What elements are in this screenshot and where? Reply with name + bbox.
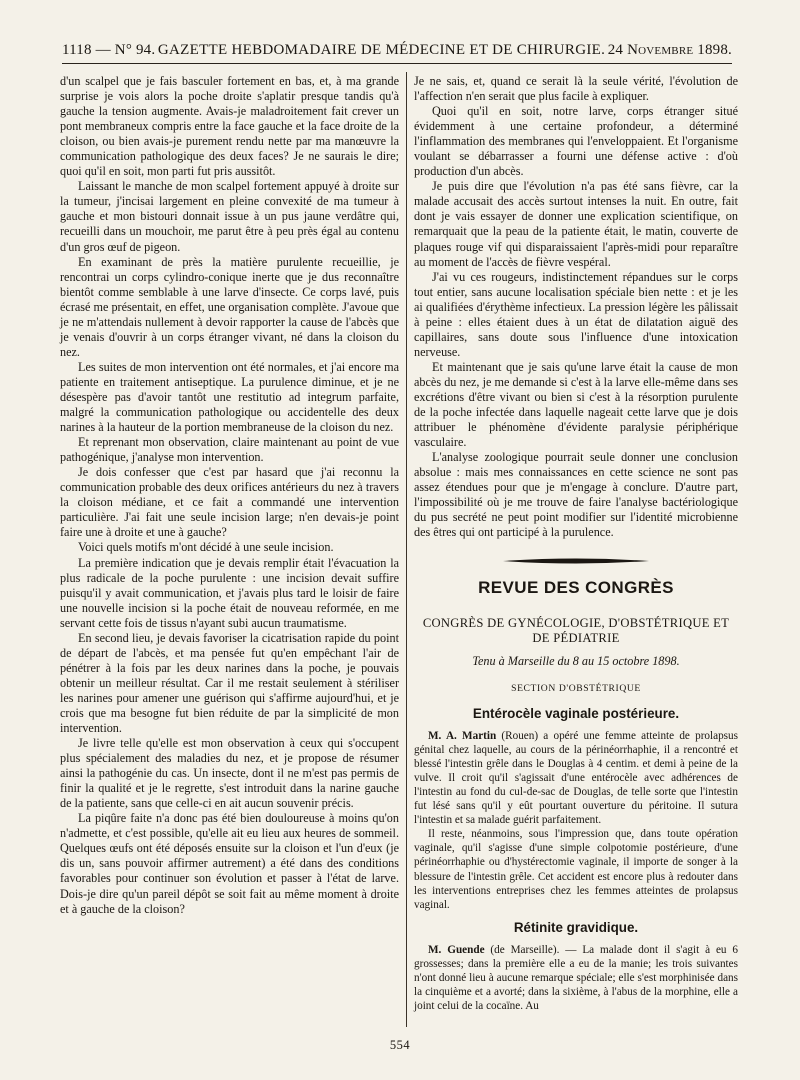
paragraph: La piqûre faite n'a donc pas été bien douloureuse à moins qu'on n'admette, et c'est possible, qu'elle ait eu lieu aux heures de sommeil. Quelques œufs ont été déposés ensuite sur la cloison et l'un d'eux (je dis un, sans pouvoir affirmer autrement) a été dans des conditions favorables pour continuer son évolution et passer à l'état de larve. Dois-je dire qu'un pareil dépôt se soit fait au même moment à droite et à gauche de la cloison? xyxy=(60,811,399,916)
paragraph: Et reprenant mon observation, claire maintenant au point de vue pathogénique, j'analyse mon intervention. xyxy=(60,435,399,465)
section-name: SECTION D'OBSTÉTRIQUE xyxy=(511,682,641,694)
author-name: M. A. Martin xyxy=(428,729,497,742)
article-paragraph xyxy=(414,943,738,1013)
author-name: M. Guende xyxy=(428,943,485,956)
article-body xyxy=(414,943,738,1013)
paragraph: L'analyse zoologique pourrait seule donner une conclusion absolue : mais mes connaissances en cette science ne sont pas assez étendues pour que je m'engage à conclure. D'autre part, l'impossibilité où je me trouve de faire l'analyse bactériologique du pus secrété ne peut point modifier sur l'identité microbienne des êtres qui ont participé à la purulence. xyxy=(414,450,738,540)
paragraph: Les suites de mon intervention ont été normales, et j'ai encore ma patiente en traitement antiseptique. La purulence diminue, et je ne désespère pas d'avoir tantôt une restitutio ad integrum parfaite, malgré la communication pathologique ou accidentelle des deux narines à la hauteur de la portion membraneuse de la cloison du nez. xyxy=(60,359,399,435)
congress-held: Tenu à Marseille du 8 au 15 octobre 1898. xyxy=(472,653,680,668)
date-month: Novembre xyxy=(627,42,694,58)
date-year: 1898. xyxy=(697,42,732,58)
paragraph: Je livre telle qu'elle est mon observation à ceux qui s'occupent plus spécialement des maladies du nez, et je propose de résumer ainsi la pathogénie du cas. Un insecte, dont il ne m'est pas permis de finir la qualité et je le regrette, s'est introduit dans la narine gauche de la patiente, sans que celle-ci en ait aucun souvenir précis. xyxy=(60,736,399,811)
paragraph: Quoi qu'il en soit, notre larve, corps étranger situé évidemment à une certaine profondeur, a déterminé l'inflammation des membranes qui l'enveloppaient. Et l'organisme voulant se débarrasser a fourni une défense active : d'où production d'un abcès. xyxy=(414,104,738,179)
ornament-rule-icon xyxy=(501,556,651,566)
issue-date xyxy=(608,42,732,59)
paragraph: d'un scalpel que je fais basculer fortement en bas, et, à ma grande surprise je vois alors la poche droite s'aplatir presque tandis qu'à gauche la tension augmente. Avais-je maladroitement fait crever un pont membraneux compris entre la face gauche et la face droite de la cloison, ou bien avais-je purement rendu nette par ma manœuvre la communication pathologique des deux faces? Je ne saurais le dire; quoi qu'il en soit, mon parti fut pris aussitôt. xyxy=(60,74,399,179)
page-number: 554 xyxy=(389,1038,411,1052)
paragraph: J'ai vu ces rougeurs, indistinctement répandues sur le corps tout entier, sans aucune localisation spéciale bien nette : et je les ai qualifiées d'érythème infectieux. La pression légère les pâlissait à peine : elles étaient dues à un état de dilatation aiguë des capillaires, sans doute sous l'influence d'une intoxication nerveuse. xyxy=(414,269,738,359)
paragraph: La première indication que je devais remplir était l'évacuation la plus radicale de la poche purulente : une incision devait suffire puisqu'il y avait communication, et j'avais plus tard le loisir de faire une nouvelle incision si la poche était de nouveau reformée, en me servant cette fois de tissus n'ayant subi aucun traumatisme. xyxy=(60,555,399,630)
paragraph: Je puis dire que l'évolution n'a pas été sans fièvre, car la malade accusait des accès surtout intenses la nuit. En outre, fait dont je vais essayer de donner une explication scientifique, on remarquait que la peau de la patiente était, le matin, couverte de plaques rouge vif qui disparaissaient l'après-midi pour reparaître au moment de l'accès de fièvre vespéral. xyxy=(414,179,738,269)
paragraph: Je ne sais, et, quand ce serait là la seule vérité, l'évolution de l'affection n'en serait que plus facile à expliquer. xyxy=(414,74,738,104)
paragraph: Et maintenant que je sais qu'une larve était la cause de mon abcès du nez, je me demande si c'est à la larve elle-même dans ses excrétions d'être vivant ou bien si c'est à la résorption purulente de la poche infectée dans laquelle nageait cette larve que je dois attribuer le phénomène d'évidente paralysie périphérique vasculaire. xyxy=(414,359,738,450)
article-text: (de Marseille). — La malade dont il s'agit à eu 6 grossesses; dans la première elle a eu de la manie; les trois suivantes n'ont donné lieu à aucune remarque spéciale; elle s'est morphinisée dans la cinquième et a avorté; dans la sixième, à l'abus de la morphine, elle a joint celui de la cocaïne. Au xyxy=(414,943,738,1013)
section-title: REVUE DES CONGRÈS xyxy=(478,578,674,598)
right-column xyxy=(414,74,738,1013)
column-divider xyxy=(406,72,407,1027)
paragraph: Voici quels motifs m'ont décidé à une seule incision. xyxy=(78,540,334,555)
paragraph: Je dois confesser que c'est par hasard que j'ai reconnu la communication probable des deux orifices antérieurs du nez à travers la cloison médiane, et ce fait a commandé une intervention particulière. J'ai fait une seule incision large; n'en devais-je point faire une à droite et une à gauche? xyxy=(60,465,399,540)
left-column xyxy=(60,74,399,917)
running-header xyxy=(62,30,732,64)
journal-title: GAZETTE HEBDOMADAIRE DE MÉDECINE ET DE CHIRURGIE. xyxy=(157,42,606,58)
article-title: Entérocèle vaginale postérieure. xyxy=(472,705,680,721)
article-title: Rétinite gravidique. xyxy=(513,919,639,935)
congress-title: CONGRÈS DE GYNÉCOLOGIE, D'OBSTÉTRIQUE ET DE PÉDIATRIE xyxy=(422,615,730,645)
article-text: (Rouen) a opéré une femme atteinte de prolapsus génital chez laquelle, au cours de la périnéorrhaphie, il a rencontré et blessé l'intestin grêle dans le Douglas à 4 centim. et demi à peine de la vulve. Il croit qu'il s'agissait d'une entérocèle avec adhérences de l'intestin au fond du cul-de-sac de Douglas, de telle sorte que l'intestin fut lésé sans qu'il y eût pourtant ouverture du péritoine. Il sutura l'intestin et sa malade guérit parfaitement. xyxy=(414,729,738,827)
article-body xyxy=(414,729,738,912)
article-paragraph: Il reste, néanmoins, sous l'impression que, dans toute opération vaginale, qu'il s'agisse d'une simple colpotomie postérieure, d'une périnéorrhaphie ou d'hystérectomie vaginale, il importe de songer à la blessure de l'intestin grêle. Cet accident est encore plus à redouter dans les interventions entreprises chez les femmes atteintes de prolapsus vaginal. xyxy=(414,828,738,911)
date-day: 24 xyxy=(607,42,624,58)
paragraph: Laissant le manche de mon scalpel fortement appuyé à droite sur la tumeur, j'incisai largement en pleine convexité de ma tumeur à gauche et mon bistouri donnait issue à un pus jaune verdâtre qui, recueilli dans un mouchoir, me parut être à peu près égal au contenu d'un gros œuf de pigeon. xyxy=(60,179,399,254)
paragraph: En examinant de près la matière purulente recueillie, je rencontrai un corps cylindro-conique inerte que je dus reconnaître bientôt comme semblable à une larve d'insecte. Ce corps lavé, puis écrasé me présentait, en effet, une organisation complète. J'avoue que je ne m'attendais nullement à devoir rapporter la cause de l'abcès que je venais d'ouvrir à un corps étranger vivant, né dans la cloison du nez. xyxy=(60,254,399,359)
article-paragraph xyxy=(414,729,738,828)
paragraph: En second lieu, je devais favoriser la cicatrisation rapide du point de départ de l'abcès, et ma pensée fut qu'en empêchant l'air de pénétrer à la fois par les deux narines dans la poche, je pouvais obtenir un meilleur résultat. Car il me restait seulement à stériliser les narines pour amener une guérison qui s'affirme aujourd'hui, et je crois que ma besogne fut bien réduite de par la simplicité de mon intervention. xyxy=(60,630,399,736)
issue-number: 1118 — N° 94. xyxy=(62,42,156,58)
